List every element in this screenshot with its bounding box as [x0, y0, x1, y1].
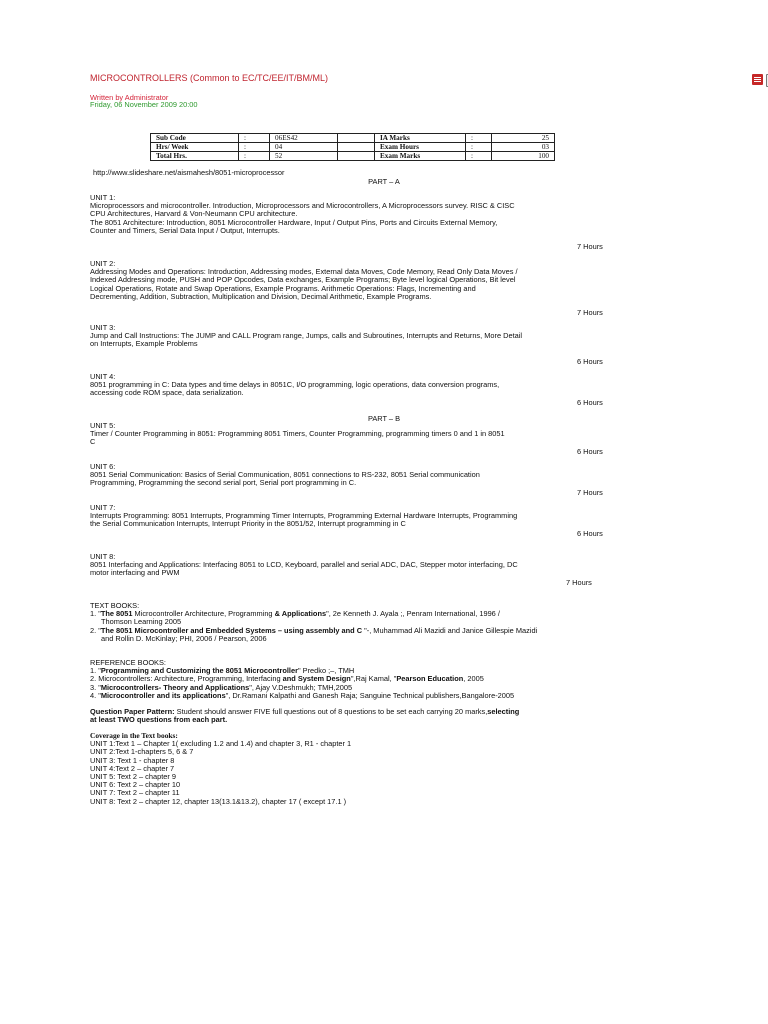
unit-title: UNIT 7:: [90, 503, 116, 512]
unit-3-hours: 6 Hours: [577, 357, 603, 366]
unit-4-hours: 6 Hours: [577, 398, 603, 407]
meta-label: Total Hrs.: [151, 152, 239, 161]
unit-line: Addressing Modes and Operations: Introduction, Addressing modes, External data Moves, Code Memory, Read Only Data Moves /: [90, 267, 518, 277]
unit-line: motor interfacing and PWM: [90, 568, 180, 578]
coverage-line: UNIT 3: Text 1 - chapter 8: [90, 755, 175, 765]
meta-label: Sub Code: [151, 134, 239, 143]
coverage-line: UNIT 6: Text 2 – chapter 10: [90, 780, 181, 790]
text-book-1-cont: Thomson Learning 2005: [101, 617, 182, 627]
meta-value: 52: [270, 152, 338, 161]
unit-line: Jump and Call Instructions: The JUMP and CALL Program range, Jumps, calls and Subroutines, Interrupts and Returns, More Detail: [90, 331, 523, 341]
unit-title: UNIT 6:: [90, 462, 116, 471]
unit-8: [90, 553, 610, 578]
unit-5: [90, 422, 610, 447]
text-books-heading: TEXT BOOKS:: [90, 601, 140, 610]
coverage-line: UNIT 2:Text 1-chapters 5, 6 & 7: [90, 747, 194, 757]
text-book-2: 2. "The 8051 Microcontroller and Embedded Systems – using assembly and C "-, Muhammad Ali Mazidi and Janice Gillespie Mazidi: [90, 625, 538, 635]
table-row: [151, 152, 555, 161]
text-book-1: 1. "The 8051 Microcontroller Architecture, Programming & Applications", 2e Kenneth J. Ayala ;, Penram International, 1996 /: [90, 609, 500, 619]
text-book-2-cont: and Rollin D. McKinlay; PHI, 2006 / Pearson, 2006: [101, 633, 267, 643]
meta-label: Exam Hours: [375, 143, 466, 152]
unit-line: The 8051 Architecture: Introduction, 8051 Microcontroller Hardware, Input / Output Pins, Ports and Circuits External Memory,: [90, 217, 498, 227]
unit-title: UNIT 3:: [90, 323, 116, 332]
meta-label: IA Marks: [375, 134, 466, 143]
unit-6-hours: 7 Hours: [577, 488, 603, 497]
part-b-heading: PART – B: [367, 414, 401, 423]
meta-spacer: [338, 134, 375, 143]
unit-line: Programming, Programming the second serial port, Serial port programming in C.: [90, 478, 357, 488]
reference-book-3: 3. "Microcontrollers- Theory and Applications", Ajay V.Deshmukh; TMH,2005: [90, 682, 353, 692]
coverage-heading: Coverage in the Text books:: [90, 731, 178, 740]
meta-label: Exam Marks: [375, 152, 466, 161]
unit-4: [90, 373, 610, 398]
unit-line: Indexed Addressing mode, PUSH and POP Opcodes, Data exchanges, Example Programs; Byte level logical Operations, Bit level: [90, 275, 516, 285]
unit-6: [90, 463, 610, 488]
pattern-line-1: Question Paper Pattern: Student should answer FIVE full questions out of 8 questions to be set each carrying 20 marks,selecting: [90, 707, 520, 716]
meta-value: 03: [492, 143, 555, 152]
coverage-line: UNIT 1:Text 1 – Chapter 1( excluding 1.2 and 1.4) and chapter 3, R1 - chapter 1: [90, 739, 352, 749]
meta-colon: :: [239, 134, 270, 143]
part-a-heading: PART – A: [368, 177, 400, 186]
reference-books: [90, 659, 690, 700]
unit-7-hours: 6 Hours: [577, 529, 603, 538]
meta-value: 100: [492, 152, 555, 161]
unit-title: UNIT 1:: [90, 193, 116, 202]
meta-colon: :: [466, 143, 492, 152]
meta-colon: :: [466, 152, 492, 161]
unit-line: Counter and Timers, Serial Data Input / Output, Interrupts.: [90, 225, 280, 235]
unit-title: UNIT 8:: [90, 552, 116, 561]
unit-7: [90, 504, 610, 529]
unit-line: 8051 Interfacing and Applications: Interfacing 8051 to LCD, Keyboard, parallel and serial ADC, DAC, Stepper motor interfacing, DC: [90, 560, 518, 570]
unit-line: Interrupts Programming: 8051 Interrupts, Programming Timer Interrupts, Programming External Hardware Interrupts, Programming: [90, 511, 518, 521]
reference-books-heading: REFERENCE BOOKS:: [90, 658, 166, 667]
unit-line: on Interrupts, Example Problems: [90, 339, 198, 349]
meta-colon: :: [239, 143, 270, 152]
meta-value: 06ES42: [270, 134, 338, 143]
meta-spacer: [338, 152, 375, 161]
unit-1-hours: 7 Hours: [577, 242, 603, 251]
toolbar-icons: [752, 74, 768, 87]
reference-book-4: 4. "Microcontroller and its applications", Dr.Ramani Kalpathi and Ganesh Raja; Sanguine Technical publishers,Bangalore-2005: [90, 690, 515, 700]
page-title[interactable]: MICROCONTROLLERS (Common to EC/TC/EE/IT/BM/ML): [90, 73, 329, 83]
coverage-line: UNIT 8: Text 2 – chapter 12, chapter 13(13.1&13.2), chapter 17 ( except 17.1 ): [90, 796, 347, 806]
reference-book-1: 1. "Programming and Customizing the 8051 Microcontroller" Predko ;–, TMH: [90, 666, 355, 676]
unit-line: 8051 Serial Communication: Basics of Serial Communication, 8051 connections to RS-232, 8051 Serial communication: [90, 470, 480, 480]
unit-line: CPU Architectures, Harvard & Von-Neumann CPU architecture.: [90, 209, 298, 219]
unit-2: [90, 260, 610, 301]
unit-3: [90, 324, 610, 349]
unit-line: Timer / Counter Programming in 8051: Programming 8051 Timers, Counter Programming, programming timers 0 and 1 in 8051: [90, 429, 505, 439]
unit-2-hours: 7 Hours: [577, 308, 603, 317]
unit-line: the Serial Communication Interrupts, Interrupt Priority in the 8051/52, Interrupt programming in C: [90, 519, 406, 529]
unit-5-hours: 6 Hours: [577, 447, 603, 456]
pattern-line-2: at least TWO questions from each part.: [90, 715, 228, 725]
pdf-icon[interactable]: [752, 74, 763, 85]
table-row: [151, 143, 555, 152]
table-row: [151, 134, 555, 143]
coverage-line: UNIT 4:Text 2 – chapter 7: [90, 763, 175, 773]
text-books: [90, 602, 610, 643]
date-line: Friday, 06 November 2009 20:00: [90, 100, 198, 109]
unit-title: UNIT 4:: [90, 372, 116, 381]
reference-book-2: 2. Microcontrollers: Architecture, Programming, Interfacing and System Design",Raj Kamal, "Pearson Education, 2005: [90, 674, 484, 684]
meta-colon: :: [239, 152, 270, 161]
meta-colon: :: [466, 134, 492, 143]
unit-line: C: [90, 437, 96, 447]
source-url[interactable]: http://www.slideshare.net/aismahesh/8051-microprocessor: [93, 168, 285, 177]
meta-label: Hrs/ Week: [151, 143, 239, 152]
course-meta-table: [150, 133, 555, 161]
question-paper-pattern: [90, 708, 650, 724]
coverage: [90, 732, 610, 806]
meta-spacer: [338, 143, 375, 152]
unit-line: Microprocessors and microcontroller. Introduction, Microprocessors and Microcontrollers, A Microprocessors survey. RISC & CISC: [90, 201, 515, 211]
meta-value: 25: [492, 134, 555, 143]
unit-8-hours: 7 Hours: [566, 578, 592, 587]
meta-value: 04: [270, 143, 338, 152]
author-line: Written by Administrator: [90, 93, 169, 102]
pattern-label: Question Paper Pattern:: [90, 707, 175, 716]
coverage-line: UNIT 5: Text 2 – chapter 9: [90, 772, 176, 782]
unit-title: UNIT 2:: [90, 259, 116, 268]
unit-line: Logical Operations, Rotate and Swap Operations, Example Programs. Arithmetic Operations: Flags, Incrementing and: [90, 283, 476, 293]
unit-1: [90, 194, 610, 235]
unit-title: UNIT 5:: [90, 421, 116, 430]
unit-line: Decrementing, Addition, Subtraction, Multiplication and Division, Decimal Arithmetic, Example Programs.: [90, 291, 432, 301]
coverage-line: UNIT 7: Text 2 – chapter 11: [90, 788, 180, 798]
unit-line: accessing code ROM space, data serialization.: [90, 388, 244, 398]
unit-line: 8051 programming in C: Data types and time delays in 8051C, I/O programming, logic operations, data conversion programs,: [90, 380, 500, 390]
